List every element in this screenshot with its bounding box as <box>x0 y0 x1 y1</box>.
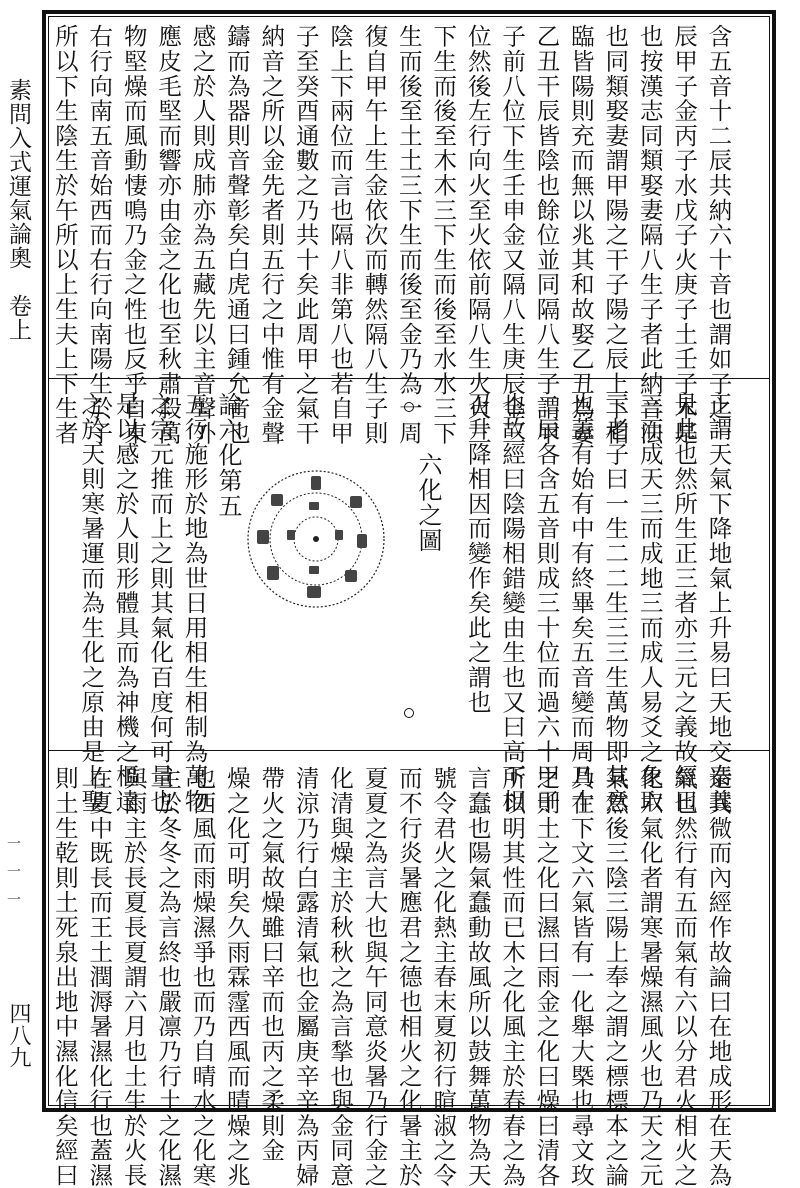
text-column: 三老子曰一生二二生三三生萬物即其意 <box>601 392 630 814</box>
text-column: 也故經曰陰陽相錯變由生也又曰高下相 <box>498 392 527 814</box>
text-column: 復自甲午上生金依次而轉然隔八生子則 <box>360 24 389 446</box>
section-heading: 論六化第五 <box>214 392 242 519</box>
text-column: 應皮毛堅而響亦由金之化也至秋肅殺萬 <box>154 24 183 446</box>
text-column: 是以感之於人則形體具而為神機之樞逹 <box>111 392 140 814</box>
text-column: 之則土之化曰濕曰雨金之化曰燥曰清各 <box>532 766 561 1188</box>
diagram-title: 六化之圖 <box>414 452 442 554</box>
text-column: 清涼乃行白露清氣也金屬庚辛辛為丙婦 <box>291 766 320 1188</box>
text-column: 氣也然行有五而氣有六以分君火相火之 <box>670 766 699 1188</box>
circle-marker-icon-2 <box>404 708 414 718</box>
text-column: 主於冬冬之為言終也嚴凛乃行土之化濕 <box>154 766 183 1188</box>
text-column: 辰甲子金丙子水戊子火庚子土壬子木是 <box>670 24 699 446</box>
text-column: 正謂天氣下降地氣上升易曰天地交泰義 <box>704 392 733 814</box>
text-column: 言蠢也陽氣蠢動故風所以鼓舞萬物為天 <box>463 766 492 1188</box>
text-column: 右行向南五音始西而右行向南陽生於子 <box>85 24 114 446</box>
text-column: 臨皆陽則充而無以兆其和故娶乙丑為妻 <box>566 24 595 446</box>
text-column: 化清與燥主於秋秋之為言揫也與金同意 <box>326 766 355 1188</box>
text-column: 三而成天三而成地三而成人易爻之象取 <box>635 392 664 814</box>
text-column: 在夏中既長而王土潤溽暑濕化行也蓋濕 <box>85 766 114 1188</box>
text-column: 生而後至土土三下生而後至金乃為一周 <box>394 24 423 446</box>
six-transformations-diagram <box>245 468 387 610</box>
text-column: 子至癸酉通數之乃共十矣此周甲之氣干 <box>291 24 320 446</box>
diagram-marks <box>257 476 367 598</box>
text-column: 化六氣化者謂寒暑燥濕風火也乃天之元 <box>635 766 664 1188</box>
text-column: 具在下文六氣皆有一化舉大槩也尋文玫 <box>566 766 595 1188</box>
text-column: 而不行炎暑應君之德也相火之化暑主於 <box>394 766 423 1188</box>
text-column: 子前八位下生壬申金又隔八生庚辰金三 <box>498 24 527 446</box>
text-column: 夏夏之為言大也與午同意炎暑乃行金之 <box>360 766 389 1188</box>
text-column: 下生而後至木木三下生而後至水水三下 <box>429 24 458 446</box>
margin-mark: 一 一 一 <box>5 836 21 906</box>
text-column: 納音之所以金先者則五行之中惟有金聲 <box>257 24 286 446</box>
text-column: 乙丑干辰皆陰也餘位並同隔八生子謂甲 <box>532 24 561 446</box>
text-column: 也按漢志同類娶妻隔八生子者此納音法 <box>635 24 664 446</box>
text-column: 帶火之氣故燥雖曰辛而也丙之柔則金 <box>257 766 286 1163</box>
text-column: 造其微而內經作故論曰在地成形在天為 <box>704 766 733 1188</box>
text-column: 氣然後三陰三陽上奉之謂之標標本之論 <box>601 766 630 1188</box>
text-column: 也西風而雨燥濕爭也而乃自晴水之化寒 <box>188 766 217 1188</box>
text-column: 二辰各含五音則成三十位而過六十甲子 <box>532 392 561 814</box>
text-column: 物堅燥而風動悽鳴乃金之性也反乎自東 <box>119 24 148 446</box>
page-number: 四八九 <box>6 1002 31 1068</box>
center-dot <box>313 536 319 542</box>
text-column: 含五音十二辰共納六十音也謂如子之一 <box>704 24 733 446</box>
text-column: 與雨主於長夏長夏謂六月也土生於火長 <box>119 766 148 1188</box>
text-column: 也同類娶妻謂甲陽之干子陽之辰上下相 <box>601 24 630 446</box>
book-title: 素問入式運氣論奧 卷上 <box>5 78 31 342</box>
text-column: 所以下生陰生於午所以上生夫上下生者 <box>50 24 79 446</box>
text-column: 召升降相因而變作矣此之謂也 <box>463 392 492 715</box>
text-column: 感之於人則成肺亦為五藏先以主音聲外 <box>188 24 217 446</box>
text-column: 所以明其性而已木之化風主於春春之為 <box>498 766 527 1188</box>
circle-marker-icon <box>404 402 414 412</box>
text-column: 也蓋有始有中有終畢矣五音變而周乃十 <box>566 392 595 814</box>
text-column: 位然後左行向火至火依前隔八生火火三 <box>463 24 492 446</box>
text-column: 鑄而為器則音聲彰矣白虎通曰鍾允音也 <box>222 24 251 446</box>
text-column: 之於天則寒暑運而為生化之原由是上聖 <box>77 392 106 814</box>
text-column: 則土生乾則土死泉出地中濕化信矣經曰 <box>50 766 79 1188</box>
text-column: 燥之化可明矣久雨霖霪西風而晴燥之兆 <box>222 766 251 1188</box>
text-column: 五行施形於地為世日用相生相制為萬物 <box>180 392 209 814</box>
text-column: 陰上下兩位而言也隔八非第八也若自甲 <box>326 24 355 446</box>
text-column: 見此也然所生正三者亦三元之義故經曰 <box>670 392 699 814</box>
text-column: 之宗元推而上之則其氣化百度何可量也 <box>146 392 175 814</box>
text-column: 號令君火之化熱主春末夏初行暄淑之令 <box>429 766 458 1188</box>
